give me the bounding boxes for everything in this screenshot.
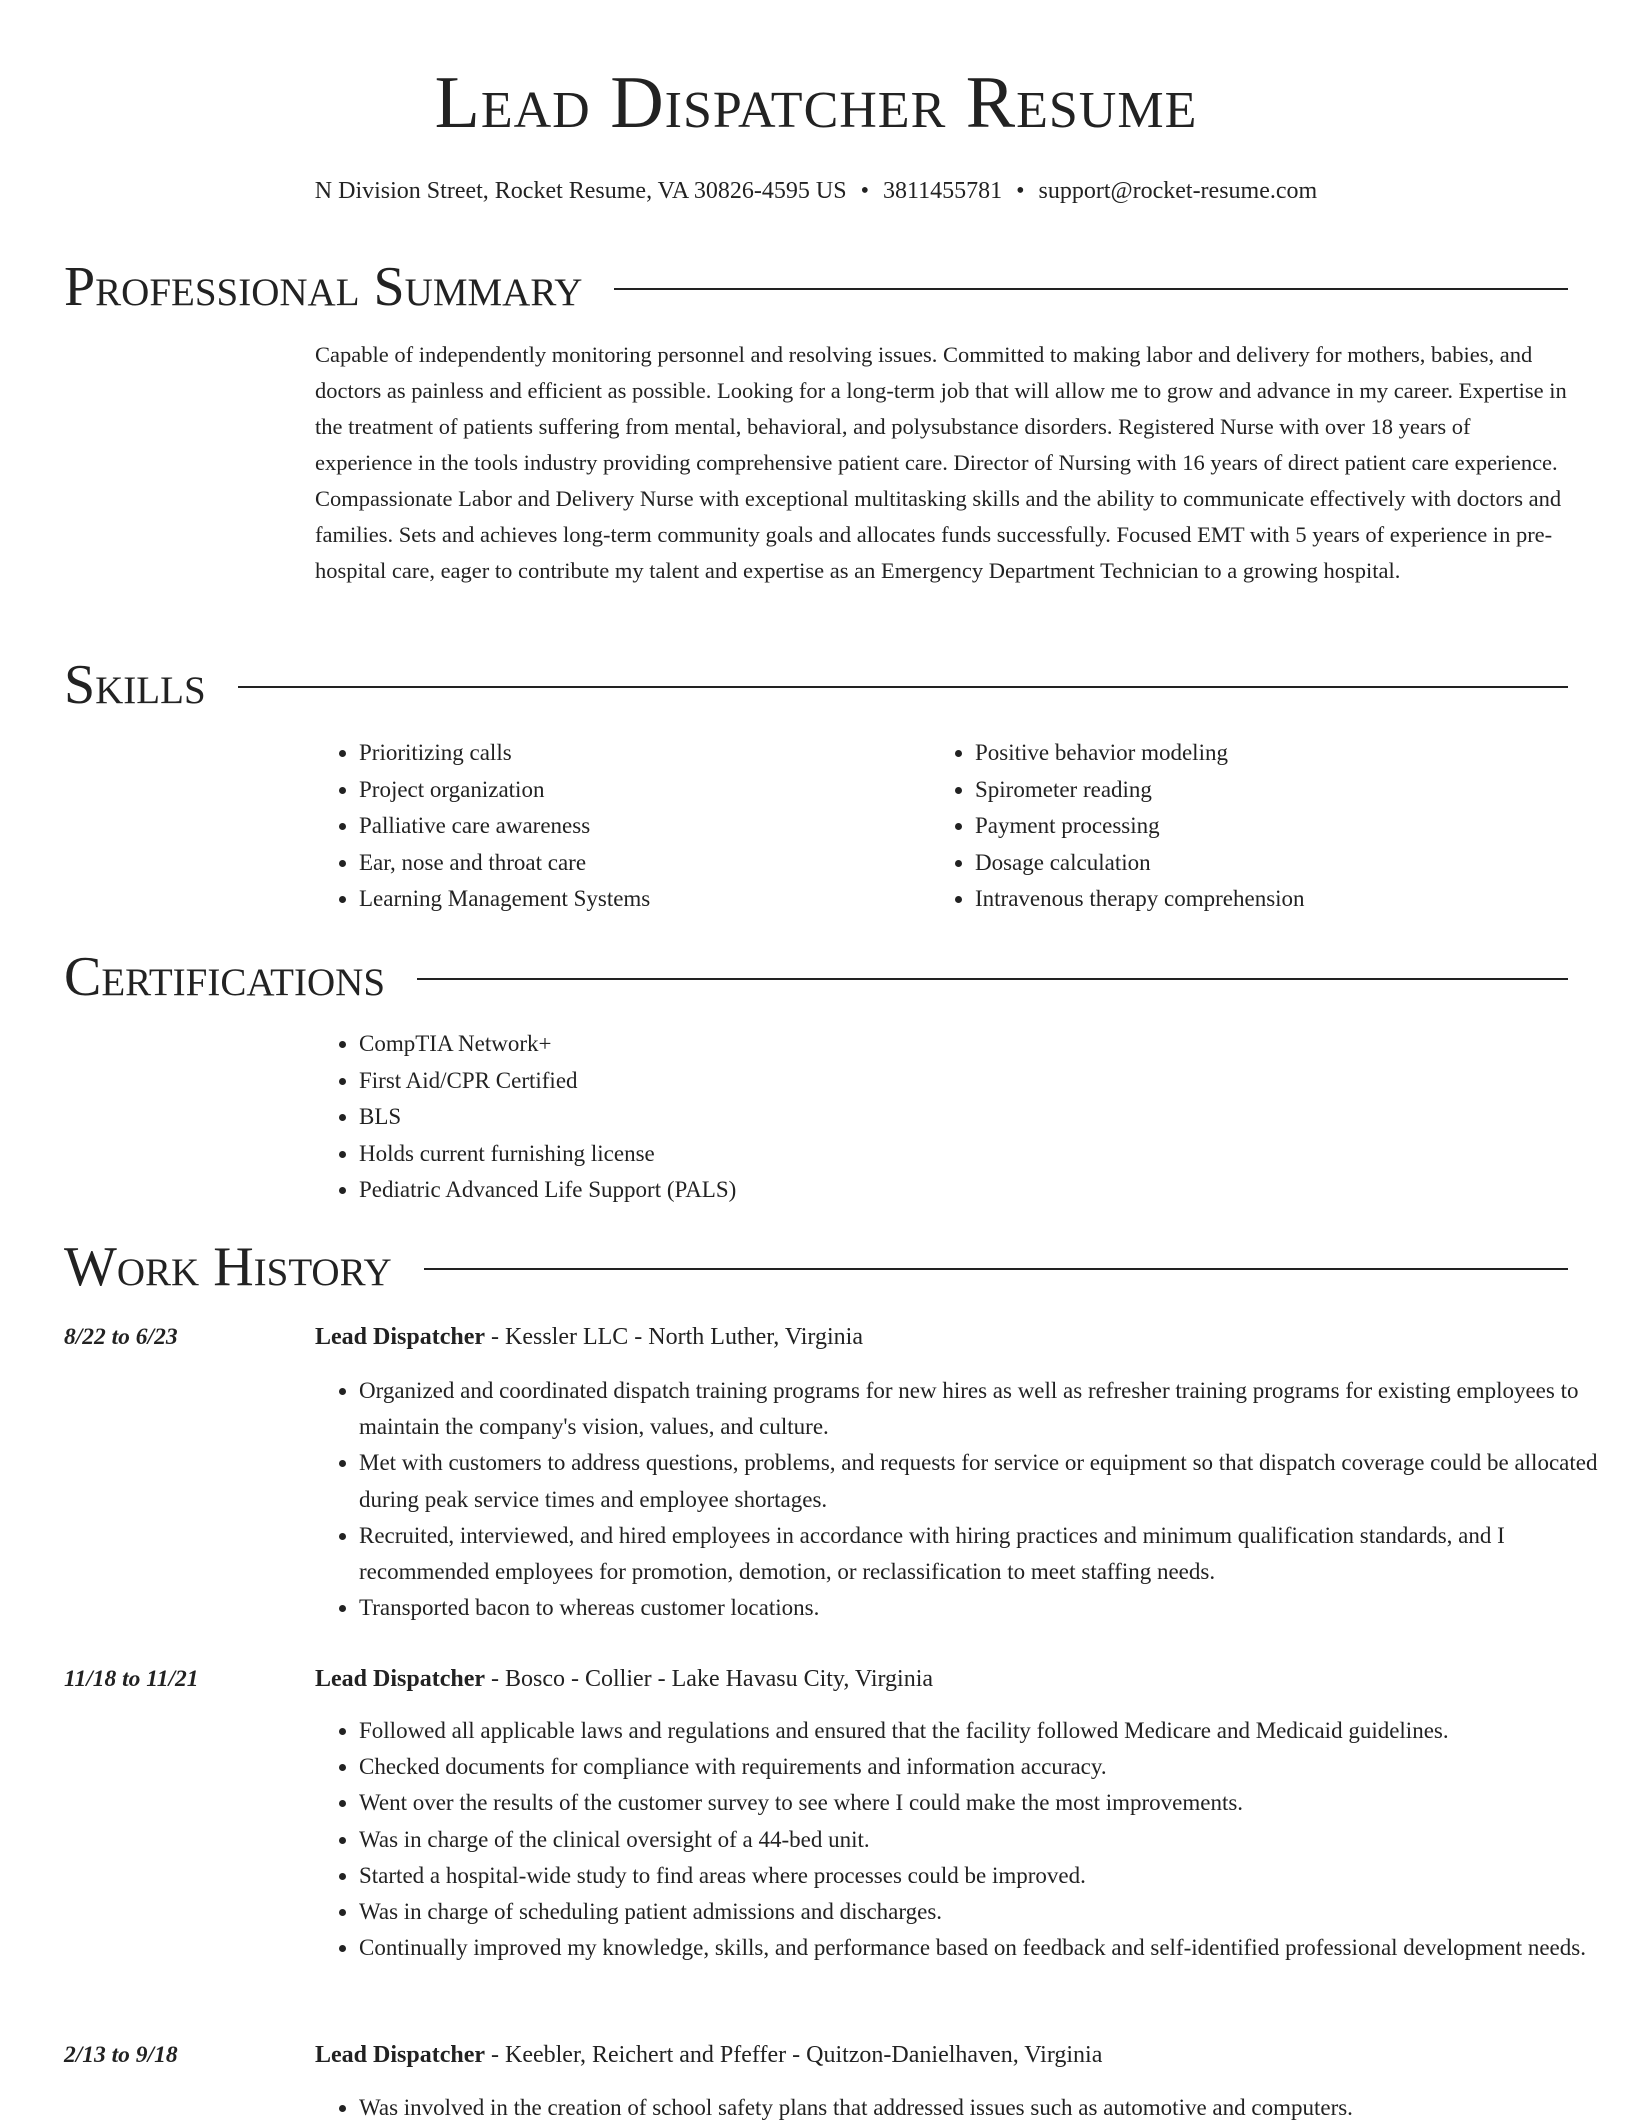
section-title-certifications: Certifications xyxy=(64,946,386,1008)
skill-item: • Palliative care awareness xyxy=(359,808,650,845)
job-title: Lead Dispatcher xyxy=(315,1666,485,1692)
section-title-skills: Skills xyxy=(64,654,206,716)
job-title: Lead Dispatcher xyxy=(315,1324,485,1350)
responsibility-item: • Started a hospital-wide study to find areas where processes could be improved. xyxy=(359,1858,1619,1894)
responsibility-item: • Went over the results of the customer survey to see where I could make the most improvements. xyxy=(359,1785,1619,1821)
job-dates: 2/13 to 9/18 xyxy=(64,2042,178,2068)
section-header-certifications xyxy=(64,945,1568,1009)
skill-item: • Spirometer reading xyxy=(975,772,1305,809)
responsibility-item: • Continually improved my knowledge, skills, and performance based on feedback and self-identified professional development needs. xyxy=(359,1930,1619,1966)
section-divider xyxy=(417,978,1568,980)
job-heading xyxy=(315,1320,863,1354)
skill-item: • Positive behavior modeling xyxy=(975,735,1305,772)
responsibility-item: • Recruited, interviewed, and hired employees in accordance with hiring practices and minimum qualification standards, and I recommended employees for promotion, demotion, or reclassification to meet staffing needs. xyxy=(359,1518,1619,1590)
skill-item: • Payment processing xyxy=(975,808,1305,845)
skill-item: • Learning Management Systems xyxy=(359,881,650,918)
responsibility-item: • Was in charge of scheduling patient admissions and discharges. xyxy=(359,1894,1619,1930)
job-title: Lead Dispatcher xyxy=(315,2042,485,2068)
skills-list-right xyxy=(931,735,1305,918)
certification-item: • CompTIA Network+ xyxy=(359,1026,736,1063)
contact-line xyxy=(0,174,1632,208)
section-header-summary xyxy=(64,255,1568,319)
skill-item: • Dosage calculation xyxy=(975,845,1305,882)
skill-item: • Prioritizing calls xyxy=(359,735,650,772)
contact-separator: • xyxy=(860,178,869,204)
job-responsibilities xyxy=(315,1713,1619,1966)
responsibility-item: • Transported bacon to whereas customer locations. xyxy=(359,1590,1619,1626)
job-heading xyxy=(315,1662,933,1696)
resume-title: Lead Dispatcher Resume xyxy=(434,62,1198,144)
responsibility-item: • Was in charge of the clinical oversight of a 44-bed unit. xyxy=(359,1822,1619,1858)
job-employer-location: - Kessler LLC - North Luther, Virginia xyxy=(485,1324,863,1350)
job-dates: 8/22 to 6/23 xyxy=(64,1324,178,1350)
skills-list-left xyxy=(315,735,650,918)
section-header-skills xyxy=(64,653,1568,717)
section-title-summary: Professional Summary xyxy=(64,256,583,318)
skill-item: • Ear, nose and throat care xyxy=(359,845,650,882)
section-header-work-history xyxy=(64,1235,1568,1299)
job-dates: 11/18 to 11/21 xyxy=(64,1666,199,1692)
job-employer-location: - Bosco - Collier - Lake Havasu City, Virginia xyxy=(485,1666,934,1692)
responsibility-item: • Organized and coordinated dispatch training programs for new hires as well as refresher training programs for existing employees to maintain the company's vision, values, and culture. xyxy=(359,1373,1619,1445)
section-title-work-history: Work History xyxy=(64,1236,392,1298)
job-heading xyxy=(315,2038,1102,2072)
certification-item: • First Aid/CPR Certified xyxy=(359,1063,736,1100)
skill-item: • Project organization xyxy=(359,772,650,809)
certification-item: • BLS xyxy=(359,1099,736,1136)
responsibility-item: • Met with customers to address questions, problems, and requests for service or equipment so that dispatch coverage could be allocated during peak service times and employee shortages. xyxy=(359,1445,1619,1517)
contact-separator: • xyxy=(1016,178,1025,204)
section-divider xyxy=(424,1268,1568,1270)
job-responsibilities xyxy=(315,1373,1619,1626)
job-employer-location: - Keebler, Reichert and Pfeffer - Quitzon-Danielhaven, Virginia xyxy=(485,2042,1103,2068)
professional-summary-text: Capable of independently monitoring personnel and resolving issues. Committed to making labor and delivery for mothers, babies, and doctors as painless and efficient as possible. Looking for a long-term job that will allow me to grow and advance in my career. Expertise in the treatment of patients suffering from mental, behavioral, and polysubstance disorders. Registered Nurse with over 18 years of experience in the tools industry providing comprehensive patient care. Director of Nursing with 16 years of direct patient care experience. Compassionate Labor and Delivery Nurse with exceptional multitasking skills and the ability to communicate effectively with doctors and families. Sets and achieves long-term community goals and allocates funds successfully. Focused EMT with 5 years of experience in pre-hospital care, eager to contribute my talent and expertise as an Emergency Department Technician to a growing hospital. xyxy=(315,342,1567,583)
job-responsibilities xyxy=(315,2090,1619,2126)
responsibility-item: • Checked documents for compliance with requirements and information accuracy. xyxy=(359,1749,1619,1785)
skill-item: • Intravenous therapy comprehension xyxy=(975,881,1305,918)
certification-item: • Holds current furnishing license xyxy=(359,1136,736,1173)
responsibility-item: • Followed all applicable laws and regulations and ensured that the facility followed Medicare and Medicaid guidelines. xyxy=(359,1713,1619,1749)
contact-email: support@rocket-resume.com xyxy=(1038,178,1318,204)
section-divider xyxy=(614,288,1568,290)
certifications-list xyxy=(315,1026,736,1209)
section-divider xyxy=(238,686,1568,688)
responsibility-item: • Was involved in the creation of school safety plans that addressed issues such as automotive and computers. xyxy=(359,2090,1619,2126)
certification-item: • Pediatric Advanced Life Support (PALS) xyxy=(359,1172,736,1209)
contact-address: N Division Street, Rocket Resume, VA 30826-4595 US xyxy=(314,178,847,204)
contact-phone: 3811455781 xyxy=(882,178,1003,204)
